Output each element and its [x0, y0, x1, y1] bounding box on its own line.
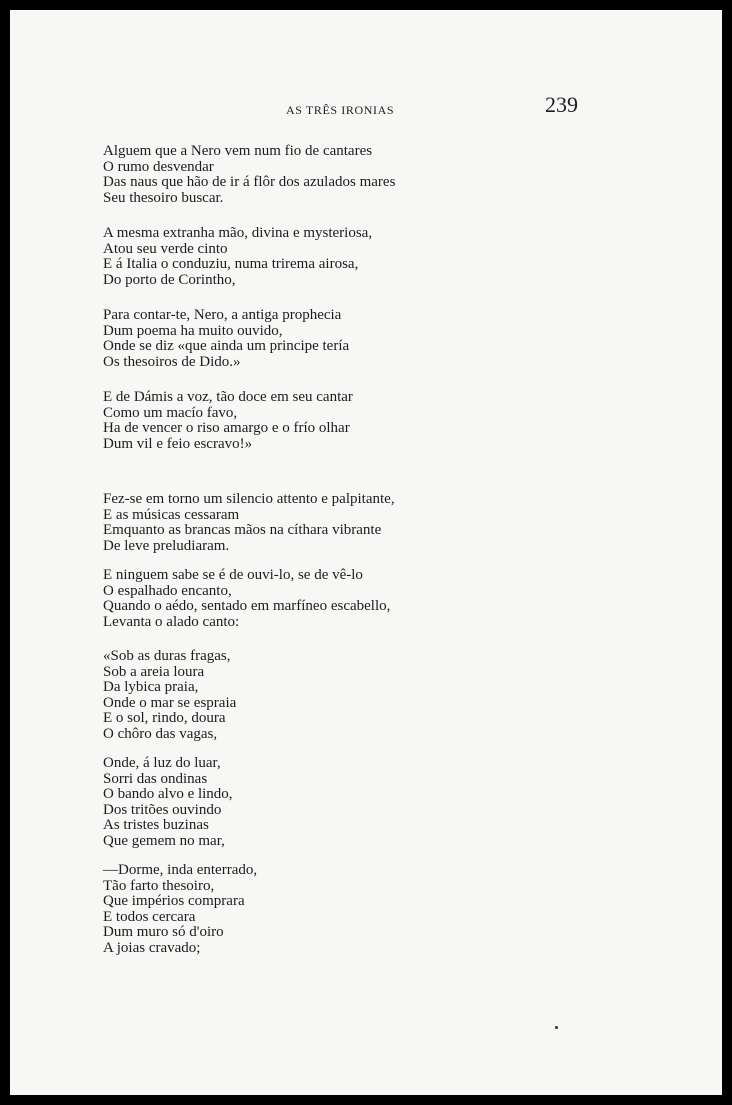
- stanza-6: [103, 568, 390, 630]
- verse-line: Para contar-te, Nero, a antiga prophecia: [103, 307, 342, 323]
- verse-line: Das naus que hão de ir á flôr dos azulados mares: [103, 174, 396, 190]
- verse-line: E ninguem sabe se é de ouvi-lo, se de vê-lo: [103, 567, 363, 583]
- verse-line: Sorri das ondinas: [103, 770, 208, 787]
- verse-line: E á Italia o conduziu, numa trirema airosa,: [103, 256, 359, 272]
- page-number: 239: [545, 92, 578, 117]
- verse-line: Que gemem no mar,: [103, 832, 225, 849]
- verse-line: O espalhado encanto,: [103, 582, 232, 599]
- verse-line: Quando o aédo, sentado em marfíneo escabello,: [103, 598, 391, 614]
- stanza-5: [103, 492, 395, 554]
- verse-line: «Sob as duras fragas,: [103, 648, 231, 664]
- stanza-8: [103, 756, 233, 849]
- ink-speck: [555, 1026, 558, 1029]
- stanza-4: [103, 390, 353, 452]
- verse-line: Sob a areia loura: [103, 663, 205, 680]
- verse-line: Como um macío favo,: [103, 404, 238, 421]
- verse-line: Dum vil e feio escravo!»: [103, 435, 253, 452]
- verse-line: Emquanto as brancas mãos na cíthara vibrante: [103, 522, 382, 538]
- verse-line: Onde, á luz do luar,: [103, 755, 221, 771]
- verse-line: Tão farto thesoiro,: [103, 877, 215, 894]
- stanza-1: [103, 144, 395, 206]
- verse-line: Que impérios comprara: [103, 893, 245, 909]
- verse-line: Dos tritões ouvindo: [103, 801, 222, 818]
- verse-line: Dum muro só d'oiro: [103, 924, 224, 940]
- verse-line: —Dorme, inda enterrado,: [103, 862, 258, 878]
- verse-line: Dum poema ha muito ouvido,: [103, 322, 283, 339]
- verse-line: Do porto de Corintho,: [103, 271, 236, 288]
- verse-line: Seu thesoiro buscar.: [103, 189, 224, 206]
- verse-line: Onde se diz «que ainda um principe tería: [103, 338, 350, 354]
- verse-line: Os thesoiros de Dido.»: [103, 353, 241, 370]
- verse-line: E todos cercara: [103, 908, 196, 925]
- verse-line: De leve preludiaram.: [103, 537, 230, 554]
- stanza-9: [103, 863, 257, 956]
- verse-line: E o sol, rindo, doura: [103, 710, 226, 726]
- running-title: AS TRÊS IRONIAS: [286, 103, 395, 117]
- verse-line: O chôro das vagas,: [103, 725, 218, 742]
- verse-line: A mesma extranha mão, divina e mysteriosa,: [103, 225, 373, 241]
- verse-line: Da lybica praia,: [103, 679, 199, 695]
- verse-line: Fez-se em torno um silencio attento e palpitante,: [103, 491, 395, 507]
- verse-line: O bando alvo e lindo,: [103, 786, 233, 802]
- verse-line: Ha de vencer o riso amargo e o frío olhar: [103, 420, 350, 436]
- verse-line: O rumo desvendar: [103, 158, 214, 175]
- verse-line: A joias cravado;: [103, 939, 201, 956]
- verse-line: E as músicas cessaram: [103, 506, 240, 523]
- verse-line: Onde o mar se espraia: [103, 694, 237, 711]
- book-page: [10, 10, 722, 1095]
- stanza-2: [103, 226, 372, 288]
- verse-line: As tristes buzinas: [103, 817, 209, 833]
- stanza-3: [103, 308, 349, 370]
- stanza-7: [103, 649, 236, 742]
- verse-line: Atou seu verde cinto: [103, 240, 228, 257]
- verse-line: Levanta o alado canto:: [103, 613, 240, 630]
- verse-line: Alguem que a Nero vem num fio de cantares: [103, 143, 373, 159]
- verse-line: E de Dámis a voz, tão doce em seu cantar: [103, 389, 353, 405]
